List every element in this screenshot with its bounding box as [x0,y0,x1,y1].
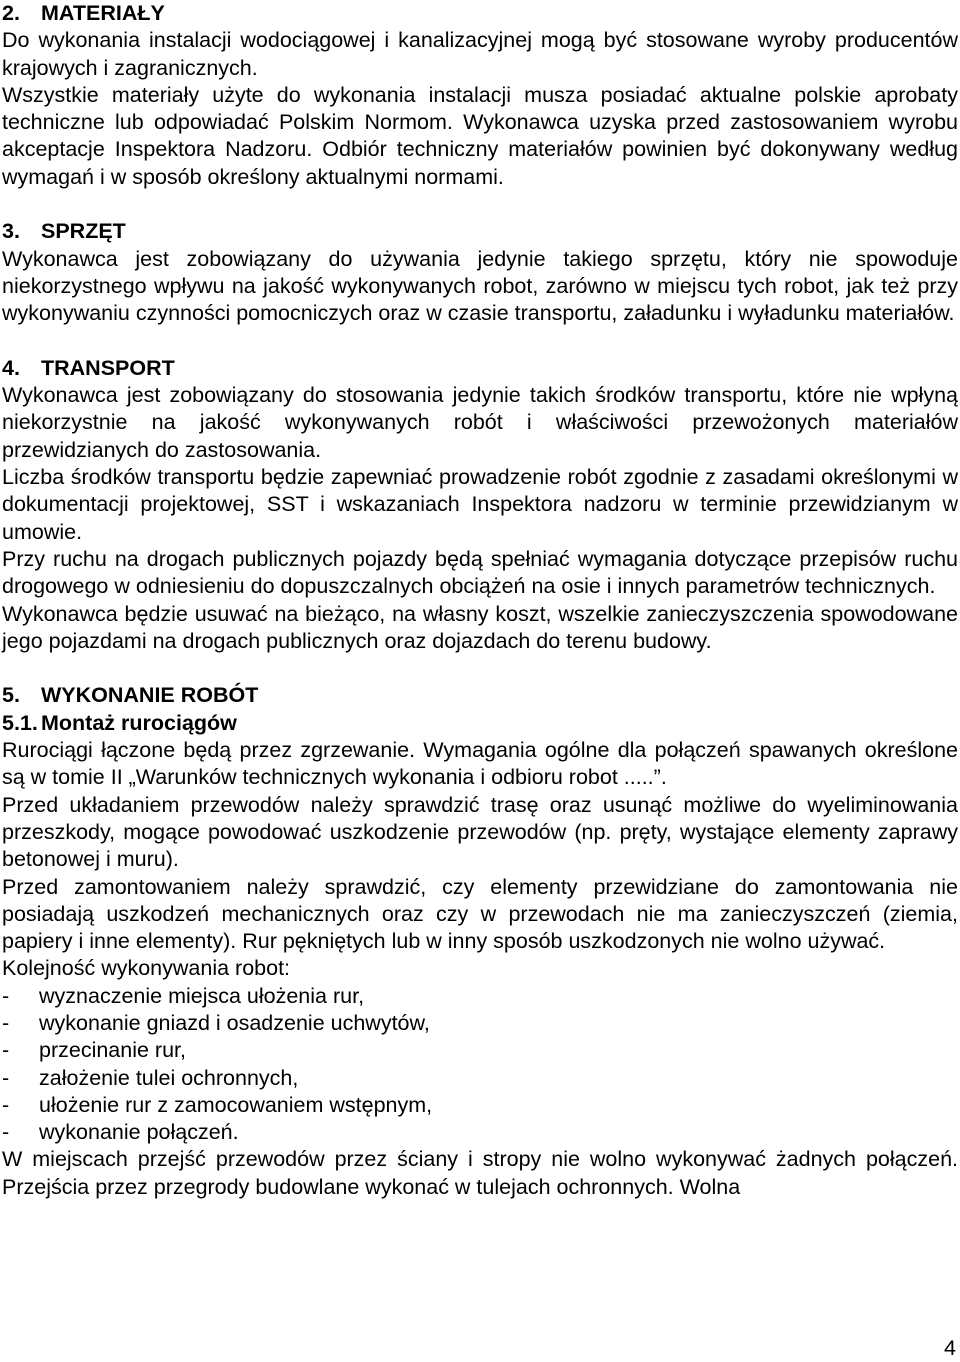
page-number: 4 [944,1336,956,1360]
list-item [2,983,958,1010]
section-transport [2,355,958,655]
section-title: SPRZĘT [41,219,126,244]
paragraph: Wykonawca będzie usuwać na bieżąco, na własny koszt, wszelkie zanieczyszczenia spowodowane jego pojazdami na drogach publicznych oraz dojazdach do terenu budowy. [2,601,958,653]
document-page [2,0,958,1201]
section-heading [2,218,958,245]
paragraph: Kolejność wykonywania robot: [2,956,291,981]
work-order-list [2,983,958,1147]
list-marker: - [2,983,10,1008]
list-marker: - [2,1120,10,1145]
paragraph: Wykonawca jest zobowiązany do używania jedynie takiego sprzętu, który nie spowoduje niekorzystnego wpływu na jakość wykonywanych robot, zarówno w miejscu tych robot, jak też przy wykonywaniu czynności pomocniczych oraz w czasie transportu, załadunku i wyładunku materiałów. [2,246,958,326]
paragraph: Wszystkie materiały użyte do wykonania instalacji musza posiadać aktualne polskie aprobaty techniczne lub odpowiadać Polskim Normom. Wykonawca uzyska przed zastosowaniem wyrobu akceptacje Inspektora Nadzoru. Odbiór techniczny materiałów powinien być dokonywany według wymagań i w sposób określony aktualnymi normami. [2,82,958,189]
subsection-title: Montaż rurociągów [41,710,237,735]
paragraph: Rurociągi łączone będą przez zgrzewanie. Wymagania ogólne dla połączeń spawanych określone są w tomie II „Warunków technicznych wykonania i odbioru robot .....”. [2,738,958,790]
list-item-text: przecinanie rur, [39,1038,186,1063]
list-item-text: wykonanie połączeń. [39,1120,239,1145]
subsection-number: 5.1. [2,710,38,735]
section-number: 3. [2,219,20,244]
section-number: 4. [2,355,20,380]
list-marker: - [2,1010,10,1035]
section-title: WYKONANIE ROBÓT [41,683,259,708]
paragraph: W miejscach przejść przewodów przez ściany i stropy nie wolno wykonywać żadnych połączeń. Przejścia przez przegrody budowlane wykonać w tulejach ochronnych. Wolna [2,1147,958,1199]
section-title: MATERIAŁY [41,1,165,25]
paragraph: Przy ruchu na drogach publicznych pojazdy będą spełniać wymagania dotyczące przepisów ruchu drogowego w odniesieniu do dopuszczalnych obciążeń na osie i innych parametrów technicznych. [2,546,958,599]
list-item [2,1010,958,1037]
list-marker: - [2,1038,10,1063]
list-item-text: ułożenie rur z zamocowaniem wstępnym, [39,1092,433,1117]
list-item [2,1119,958,1146]
section-title: TRANSPORT [41,355,175,380]
paragraph: Przed układaniem przewodów należy sprawdzić trasę oraz usunąć możliwe do wyeliminowania przeszkody, mogące powodować uszkodzenie przewodów (np. pręty, wystające elementy zaprawy betonowej i muru). [2,792,958,872]
section-materialy [2,0,958,191]
section-number: 5. [2,683,20,708]
paragraph: Liczba środków transportu będzie zapewniać prowadzenie robót zgodnie z zasadami określonymi w dokumentacji projektowej, SST i wskazaniach Inspektora nadzoru w terminie przewidzianym w umowie. [2,465,958,544]
section-heading [2,682,958,709]
list-item [2,1065,958,1092]
subsection-heading [2,710,958,737]
paragraph: Do wykonania instalacji wodociągowej i kanalizacyjnej mogą być stosowane wyroby producentów krajowych i zagranicznych. [2,28,958,80]
section-wykonanie [2,682,958,1201]
list-marker: - [2,1065,10,1090]
paragraph: Przed zamontowaniem należy sprawdzić, czy elementy przewidziane do zamontowania nie posiadają uszkodzeń mechanicznych oraz czy w przewodach nie ma zanieczyszczeń (ziemia, papiery i inne elementy). Rur pękniętych lub w inny sposób uszkodzonych nie wolno używać. [2,874,958,954]
list-item-text: założenie tulei ochronnych, [39,1065,299,1090]
section-heading [2,0,958,27]
list-item-text: wykonanie gniazd i osadzenie uchwytów, [39,1010,430,1035]
section-number: 2. [2,1,20,25]
list-item [2,1037,958,1064]
list-marker: - [2,1092,10,1117]
list-item-text: wyznaczenie miejsca ułożenia rur, [39,983,365,1008]
list-item [2,1092,958,1119]
section-sprzet [2,218,958,327]
paragraph: Wykonawca jest zobowiązany do stosowania jedynie takich środków transportu, które nie wpłyną niekorzystnie na jakość wykonywanych robót i właściwości przewożonych materiałów przewidzianych do zastosowania. [2,383,958,462]
section-heading [2,355,958,382]
